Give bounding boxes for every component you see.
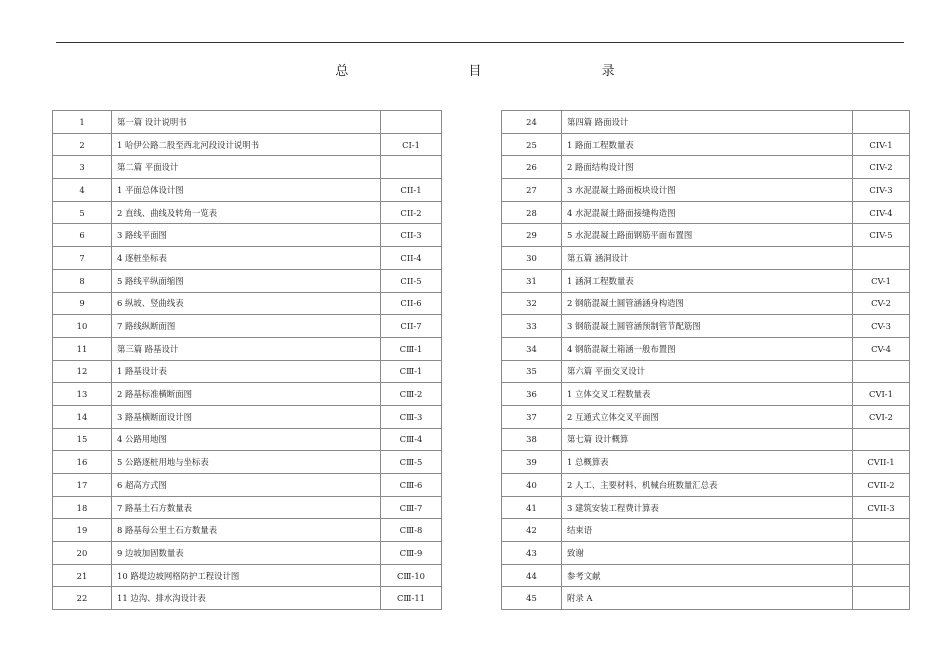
entry-code: CII-3: [381, 224, 442, 247]
toc-row: [53, 405, 442, 428]
entry-number: 36: [502, 383, 562, 406]
toc-row: [53, 496, 442, 519]
entry-code: [853, 111, 910, 134]
entry-code: CII-6: [381, 292, 442, 315]
entry-title: 2 互通式立体交叉平面图: [562, 405, 853, 428]
entry-number: 22: [53, 587, 112, 610]
entry-code: CIV-3: [853, 179, 910, 202]
toc-row: [502, 564, 910, 587]
entry-number: 10: [53, 315, 112, 338]
entry-title: 3 路线平面图: [112, 224, 381, 247]
entry-title: 11 边沟、排水沟设计表: [112, 587, 381, 610]
entry-number: 17: [53, 474, 112, 497]
entry-number: 2: [53, 133, 112, 156]
entry-title: 6 纵坡、竖曲线表: [112, 292, 381, 315]
entry-code: CVII-3: [853, 496, 910, 519]
entry-number: 13: [53, 383, 112, 406]
toc-row: [502, 542, 910, 565]
entry-title: 1 平面总体设计图: [112, 179, 381, 202]
entry-number: 15: [53, 428, 112, 451]
entry-number: 8: [53, 269, 112, 292]
entry-title: 2 钢筋混凝土圆管涵涵身构造图: [562, 292, 853, 315]
entry-title: 附录 A: [562, 587, 853, 610]
toc-row: [53, 269, 442, 292]
entry-number: 1: [53, 111, 112, 134]
toc-row: [53, 474, 442, 497]
entry-code: CVII-1: [853, 451, 910, 474]
entry-code: CⅢ-6: [381, 474, 442, 497]
entry-number: 41: [502, 496, 562, 519]
entry-code: CVII-2: [853, 474, 910, 497]
entry-title: 5 路线平纵面缩图: [112, 269, 381, 292]
entry-number: 45: [502, 587, 562, 610]
entry-title: 1 立体交叉工程数量表: [562, 383, 853, 406]
toc-row: [53, 587, 442, 610]
entry-number: 35: [502, 360, 562, 383]
entry-number: 3: [53, 156, 112, 179]
toc-row: [53, 428, 442, 451]
toc-row: [53, 519, 442, 542]
toc-row: [502, 133, 910, 156]
header-rule: [56, 42, 904, 43]
entry-code: CⅢ-10: [381, 564, 442, 587]
entry-title: 3 路基横断面设计图: [112, 405, 381, 428]
toc-row: [53, 542, 442, 565]
entry-title: 9 边坡加固数量表: [112, 542, 381, 565]
toc-row: [53, 337, 442, 360]
toc-row: [53, 247, 442, 270]
entry-title: 第三篇 路基设计: [112, 337, 381, 360]
entry-title: 4 水泥混凝土路面接缝构造图: [562, 201, 853, 224]
entry-number: 38: [502, 428, 562, 451]
entry-number: 25: [502, 133, 562, 156]
entry-number: 33: [502, 315, 562, 338]
entry-title: 4 公路用地图: [112, 428, 381, 451]
entry-code: [853, 587, 910, 610]
toc-row: [53, 360, 442, 383]
entry-title: 10 路堤边坡网格防护工程设计图: [112, 564, 381, 587]
toc-row: [502, 451, 910, 474]
entry-title: 2 人工、主要材料、机械台班数量汇总表: [562, 474, 853, 497]
toc-row: [502, 360, 910, 383]
entry-number: 31: [502, 269, 562, 292]
toc-table-right: [501, 110, 910, 610]
entry-title: 致谢: [562, 542, 853, 565]
toc-row: [53, 201, 442, 224]
entry-title: 1 哈伊公路二股至西北河段设计说明书: [112, 133, 381, 156]
toc-row: [502, 405, 910, 428]
entry-code: CV-4: [853, 337, 910, 360]
entry-title: 第六篇 平面交叉设计: [562, 360, 853, 383]
entry-number: 9: [53, 292, 112, 315]
entry-code: CⅢ-11: [381, 587, 442, 610]
entry-code: CIV-5: [853, 224, 910, 247]
entry-number: 19: [53, 519, 112, 542]
entry-number: 27: [502, 179, 562, 202]
entry-title: 7 路线纵断面图: [112, 315, 381, 338]
entry-title: 1 路基设计表: [112, 360, 381, 383]
entry-code: [853, 360, 910, 383]
entry-title: 2 直线、曲线及转角一览表: [112, 201, 381, 224]
entry-number: 39: [502, 451, 562, 474]
entry-code: [853, 542, 910, 565]
entry-number: 28: [502, 201, 562, 224]
entry-title: 3 建筑安装工程费计算表: [562, 496, 853, 519]
toc-row: [502, 156, 910, 179]
entry-title: 4 钢筋混凝土箱涵一般布置图: [562, 337, 853, 360]
entry-code: [853, 564, 910, 587]
entry-code: CII-1: [381, 179, 442, 202]
toc-row: [53, 111, 442, 134]
entry-number: 37: [502, 405, 562, 428]
toc-row: [502, 224, 910, 247]
entry-code: CV-3: [853, 315, 910, 338]
toc-row: [502, 383, 910, 406]
entry-code: CI-1: [381, 133, 442, 156]
entry-title: 3 钢筋混凝土圆管涵预制管节配筋图: [562, 315, 853, 338]
toc-row: [53, 564, 442, 587]
toc-row: [53, 224, 442, 247]
toc-right-body: [502, 111, 910, 610]
toc-table-left: [52, 110, 442, 610]
entry-title: 2 路基标准横断面图: [112, 383, 381, 406]
toc-row: [502, 292, 910, 315]
entry-number: 21: [53, 564, 112, 587]
toc-row: [502, 519, 910, 542]
entry-title: 第二篇 平面设计: [112, 156, 381, 179]
entry-title: 5 水泥混凝土路面钢筋平面布置图: [562, 224, 853, 247]
entry-number: 32: [502, 292, 562, 315]
toc-left-body: [53, 111, 442, 610]
entry-code: CⅢ-9: [381, 542, 442, 565]
entry-number: 5: [53, 201, 112, 224]
toc-row: [502, 111, 910, 134]
entry-title: 参考文献: [562, 564, 853, 587]
entry-code: CVI-1: [853, 383, 910, 406]
toc-row: [53, 451, 442, 474]
entry-code: CⅢ-5: [381, 451, 442, 474]
entry-title: 1 涵洞工程数量表: [562, 269, 853, 292]
toc-row: [502, 337, 910, 360]
entry-code: CⅢ-7: [381, 496, 442, 519]
entry-code: CII-7: [381, 315, 442, 338]
entry-code: CⅢ-3: [381, 405, 442, 428]
entry-title: 5 公路逐桩用地与坐标表: [112, 451, 381, 474]
entry-code: [853, 428, 910, 451]
entry-number: 11: [53, 337, 112, 360]
toc-row: [53, 315, 442, 338]
entry-title: 1 总概算表: [562, 451, 853, 474]
entry-code: [381, 111, 442, 134]
entry-code: CIV-1: [853, 133, 910, 156]
entry-number: 18: [53, 496, 112, 519]
page-title: 总 目 录: [335, 64, 673, 79]
entry-title: 2 路面结构设计图: [562, 156, 853, 179]
entry-code: CII-2: [381, 201, 442, 224]
entry-title: 1 路面工程数量表: [562, 133, 853, 156]
entry-title: 第五篇 涵洞设计: [562, 247, 853, 270]
toc-row: [502, 247, 910, 270]
entry-code: CV-2: [853, 292, 910, 315]
toc-row: [53, 133, 442, 156]
entry-code: CⅢ-8: [381, 519, 442, 542]
toc-row: [53, 292, 442, 315]
entry-code: CV-1: [853, 269, 910, 292]
entry-number: 12: [53, 360, 112, 383]
toc-row: [53, 156, 442, 179]
entry-code: CⅢ-2: [381, 383, 442, 406]
toc-row: [502, 474, 910, 497]
entry-title: 7 路基土石方数量表: [112, 496, 381, 519]
entry-title: 第一篇 设计说明书: [112, 111, 381, 134]
entry-number: 44: [502, 564, 562, 587]
entry-number: 20: [53, 542, 112, 565]
entry-code: [853, 247, 910, 270]
entry-code: CⅢ-4: [381, 428, 442, 451]
toc-row: [502, 201, 910, 224]
entry-number: 40: [502, 474, 562, 497]
entry-code: CII-4: [381, 247, 442, 270]
entry-number: 7: [53, 247, 112, 270]
entry-title: 第四篇 路面设计: [562, 111, 853, 134]
entry-title: 结束语: [562, 519, 853, 542]
entry-number: 29: [502, 224, 562, 247]
entry-code: CIV-4: [853, 201, 910, 224]
entry-code: [381, 156, 442, 179]
entry-number: 43: [502, 542, 562, 565]
toc-row: [53, 383, 442, 406]
entry-number: 26: [502, 156, 562, 179]
entry-number: 42: [502, 519, 562, 542]
entry-code: [853, 519, 910, 542]
entry-code: CⅢ-1: [381, 337, 442, 360]
entry-title: 8 路基每公里土石方数量表: [112, 519, 381, 542]
toc-row: [502, 269, 910, 292]
entry-title: 4 逐桩坐标表: [112, 247, 381, 270]
toc-row: [502, 179, 910, 202]
toc-row: [502, 587, 910, 610]
entry-title: 第七篇 设计概算: [562, 428, 853, 451]
entry-number: 14: [53, 405, 112, 428]
entry-title: 3 水泥混凝土路面板块设计图: [562, 179, 853, 202]
entry-number: 24: [502, 111, 562, 134]
toc-row: [502, 428, 910, 451]
toc-row: [53, 179, 442, 202]
entry-number: 16: [53, 451, 112, 474]
entry-number: 4: [53, 179, 112, 202]
entry-title: 6 超高方式图: [112, 474, 381, 497]
entry-number: 34: [502, 337, 562, 360]
entry-number: 30: [502, 247, 562, 270]
entry-code: CVI-2: [853, 405, 910, 428]
entry-code: CⅢ-1: [381, 360, 442, 383]
entry-code: CII-5: [381, 269, 442, 292]
entry-number: 6: [53, 224, 112, 247]
toc-row: [502, 315, 910, 338]
entry-code: CIV-2: [853, 156, 910, 179]
toc-row: [502, 496, 910, 519]
